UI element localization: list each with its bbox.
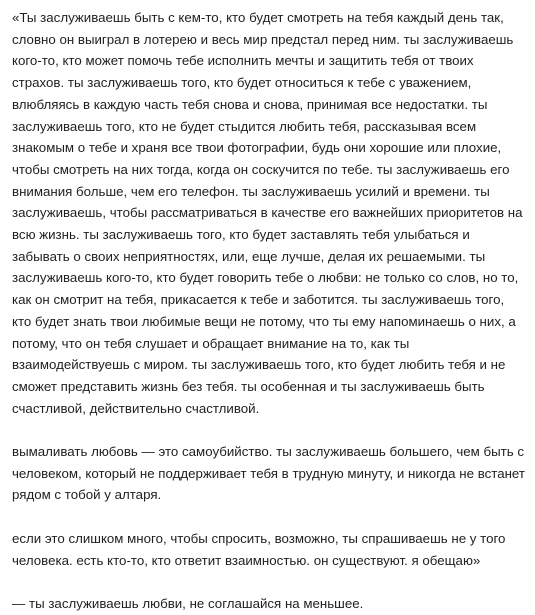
paragraph-spacer [12, 419, 527, 441]
paragraph-main: «Ты заслуживаешь быть с кем-то, кто будет смотреть на тебя каждый день так, словно он выиграл в лотерею и весь мир предстал перед ним. ты заслуживаешь кого-то, кто может помочь тебе исполнить мечты и защитить тебя от твоих страхов. ты заслуживаешь того, кто будет относиться к тебе с уважением, влюбляясь в каждую часть тебя снова и снова, принимая все недостатки. ты заслуживаешь того, кто не будет стыдится любить тебя, рассказывая всем знакомым о тебе и храня все твои фотографии, будь они хорошие или плохие, чтобы смотреть на них тогда, когда он соскучится по тебе. ты заслуживаешь его внимания больше, чем его телефон. ты заслуживаешь усилий и времени. ты заслуживаешь, чтобы рассматриваться в качестве его важнейших приоритетов на всю жизнь. ты заслуживаешь того, кто будет заставлять тебя улыбаться и забывать о своих неприятностях, или, еще лучше, делая их решаемыми. ты заслуживаешь кого-то, кто будет говорить тебе о любви: не только со слов, но то, как он смотрит на тебя, прикасается к тебе и заботится. ты заслуживаешь того, кто будет знать твои любимые вещи не потому, что ты ему напоминаешь о них, а потому, что он тебя слушает и обращает внимание на то, как ты взаимодействуешь с миром. ты заслуживаешь того, кто будет любить тебя и не сможет представить жизнь без тебя. ты особенная и ты заслуживаешь быть счастливой, действительно счастливой. [12, 10, 523, 416]
paragraph-spacer [12, 506, 527, 528]
paragraph-begging-love: вымаливать любовь — это самоубийство. ты заслуживаешь большего, чем быть с человеком, который не поддерживает тебя в трудную минуту, и никогда не встанет рядом с тобой у алтаря. [12, 444, 525, 503]
paragraph-ask: если это слишком много, чтобы спросить, возможно, ты спрашиваешь не у того человека. есть кто-то, кто ответит взаимностью. он существуют. я обещаю» [12, 530, 506, 568]
paragraph-spacer [12, 571, 527, 593]
paragraph-closing: — ты заслуживаешь любви, не соглашайся на меньшее. [12, 595, 364, 611]
